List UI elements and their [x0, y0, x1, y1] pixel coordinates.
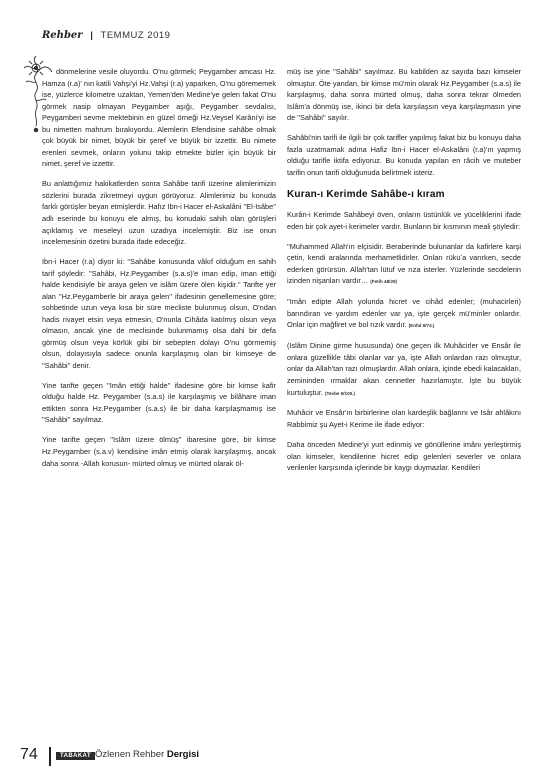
- magazine-name-prefix: Özlenen Rehber: [95, 749, 165, 760]
- body-paragraph: Yine tarifte geçen ''Islâm üzere ölmüş'' ibaresine göre, bir kimse Hz.Peygamber (s.a.v) kendisine imân etmiş olarak karşılaşmış, ancak daha sonra -Allah korusun- mürted olmuş ve mürted olarak öl-: [42, 435, 276, 468]
- body-paragraph: Ibn-i Hacer (r.a) diyor ki: ''Sahâbe konusunda vâkıf olduğum en sahih tarif şöyledir: ''Sahâbi, Hz.Peygamber (s.a.s)'e iman edip, iman ettiği halde kendisiyle bir araya gelen ve islâm üzere ölen kişidir.'' Tarifte yer alan ''Hz.Peygamberle bir araya gelen'' ifadesinin genellemesine göre; sohbetinde uzun veya kısa bir süre mecliste bulunmuş olsun, O'ndan hadis rivayet etsin veya etmesin, O'nunla Cihâda katılmış olsun veya olmasın, ancak yine de meclisinde bulunmamış olsa dahi bir defa görmüş olsun veya körlük gibi bir sebepten dolayı O'nu görmemiş olsun, dolayısıyla sadece onunla karşılaşmış olan bir kimseye de ''Sahâbi'' denir.: [42, 256, 276, 370]
- quote-text: ''Muhammed Allah'ın elçisidir. Beraberinde bulunanlar da kafirlere karşi çetin, kendi aralarında merhametlidirler. Onları rükuʻa varırken, secde ederken görürsün. Allah'tan lütuf ve rıza isterler. Yüzlerinde secdelerin izinden nişanları vardır…: [287, 241, 521, 286]
- issue-date: TEMMUZ 2019: [100, 30, 171, 41]
- body-paragraph: Sahâbi'nin tarifi ile ilgili bir çok tarifler yapılmış fakat biz bu konuyu daha fazla uzatmamak adına Hafiz Ibn-i Hacer el-Askalâni (r.a)'ın yapmış olduğu tarifle iktifa ediyoruz. Bu konuda yapılan en râcih ve muteber tarifin onun tarifi olduğunuda belirtmek isteriz.: [287, 133, 521, 177]
- body-paragraph: müş ise yine ''Sahâbi'' sayılmaz. Bu kabilden az sayıda bazı kimseler olmuştur. Öte yandan, bir kimse mü'min olarak Hz.Peygamber (s.a.s) ile karşılaşmış, daha sonra mürted olmuş, daha sonra tekrar ölmeden Islâm'a dönmüş ise, ikinci bir defa karşılaşsın veya karşılaşmasın yine de ''Sahâbi'' sayılır.: [287, 67, 521, 123]
- body-paragraph: Kurân-i Kerimde Sahâbeyi öven, onların üstünlük ve yüceliklerini ifade eden bir çok ayet-i kerimeler vardır. Bunların bir kısmının meali şöyledir:: [287, 210, 521, 231]
- quote-text: (Islâm Dinine girme hususunda) öne geçen ilk Muhâcirler ve Ensâr ile onlara güzellikle tâbi olanlar var ya, işte Allah onlardan razı olmuştur, onlar da Allah'tan razı olmuşlardır. Allah onlara, içinde ebedi kalacakları, zemininden ırmaklar akan cennetler hazırlamıştır. İşte bu büyük kurtuluştur.: [287, 341, 521, 397]
- quote-paragraph: [287, 340, 521, 399]
- verse-reference: (Enfal 8/74.): [408, 323, 435, 329]
- body-paragraph: dönmelerine vesile oluyordu. O'nu görmek; Peygamber amcası Hz. Hamza (r.a)' nın katili Vahşi'yi Hz.Vahşi (r.a) yaparken, O'nu görememek ise, yüzlerce kilometre uzaktan, Yemen'den Medine'ye gelen fakat O'nu görmek nasip olmayan Peygamber aşığı, Peygamber sevdalısı, Peygamberi sevme mektebinin en güzel örneği Hz.Veysel Karâni'yi ise bu nimetten mahrum bırakıyordu. Alemlerin Efendisine sahâbe olmak çok büyük bir nimet, büyük bir şeref ve büyük bir izzettir. Bu nimete erenleri sevmek, onların yolunu takip etmekte bizler için büyük bir nimet, şeref ve izzettir.: [42, 67, 276, 169]
- quote-text: ''Imân edipte Allah yolunda hicret ve cihâd edenler; (muhacirleri) barındıran ve yardım edenler var ya, işte gerçek mü'minler onlardır. Onlar için mağfiret ve bol rızık vardır.: [287, 297, 521, 330]
- magazine-name: [95, 749, 199, 760]
- quote-paragraph: [287, 296, 521, 332]
- right-column: [287, 66, 521, 482]
- body-paragraph: Daha önceden Medine'yi yurt edinmiş ve gönüllerine imânı yerleştirmiş olan kimseler, kendilerine hicret edip gelenleri severler ve onlara verilenler karşısında içlerinde bir kaygı duymazlar. Kendileri: [287, 439, 521, 473]
- header-separator: |: [90, 30, 93, 41]
- page-number: 74: [20, 746, 38, 763]
- verse-reference: (Tevbe 9/100.): [324, 390, 356, 396]
- section-heading: Kuran-ı Kerimde Sahâbe-ı kıram: [287, 188, 445, 200]
- magazine-name-suffix: Dergisi: [166, 749, 200, 760]
- page-footer: [0, 746, 553, 770]
- page-header: [42, 30, 170, 46]
- quote-paragraph: [287, 241, 521, 288]
- footer-divider: [49, 747, 51, 766]
- magazine-brand: Rehber: [42, 30, 83, 41]
- body-paragraph: Bu anlattığımız hakikatlerden sonra Sahâbe tarifi üzerine alimlerimizin sözlerini burada zikretmeyi uygun görüyoruz. Alimlerimiz bu konuda farklı görüşler beyan etmişlerdir. Hafız Ibn-i Hacer el-Askalâni ''El-Isâbe'' adlı eserinde bu konuyu ele almış, bu konudaki sahih olan görüşleri açıklamış ve meseleyi uzun uzadıya incelemiştir. Biz ise onun incelemesinin özetini burada ifade edeceğiz.: [42, 179, 276, 247]
- left-column: [42, 66, 276, 477]
- verse-reference: (Fetih 48/29): [370, 279, 398, 285]
- section-label: TABAKAT: [56, 752, 95, 760]
- body-paragraph: Yine tarifte geçen ''Imân ettiği halde'' ifadesine göre bir kimse kafir olduğu halde Hz. Peygamber (s.a.s) ile karşılaşmış ve bilâhare iman ettikten sonra Hz.Peygamber (s.a.s) ile bir daha karşılaşmamış ise ''Sahâbi'' sayılmaz.: [42, 380, 276, 425]
- body-paragraph: Muhâcir ve Ensâr'ın birbirlerine olan kardeşlik bağlarını ve Isâr ahlâkını Rabbimiz şu Ayet-i Kerime ile ifade ediyor:: [287, 408, 521, 430]
